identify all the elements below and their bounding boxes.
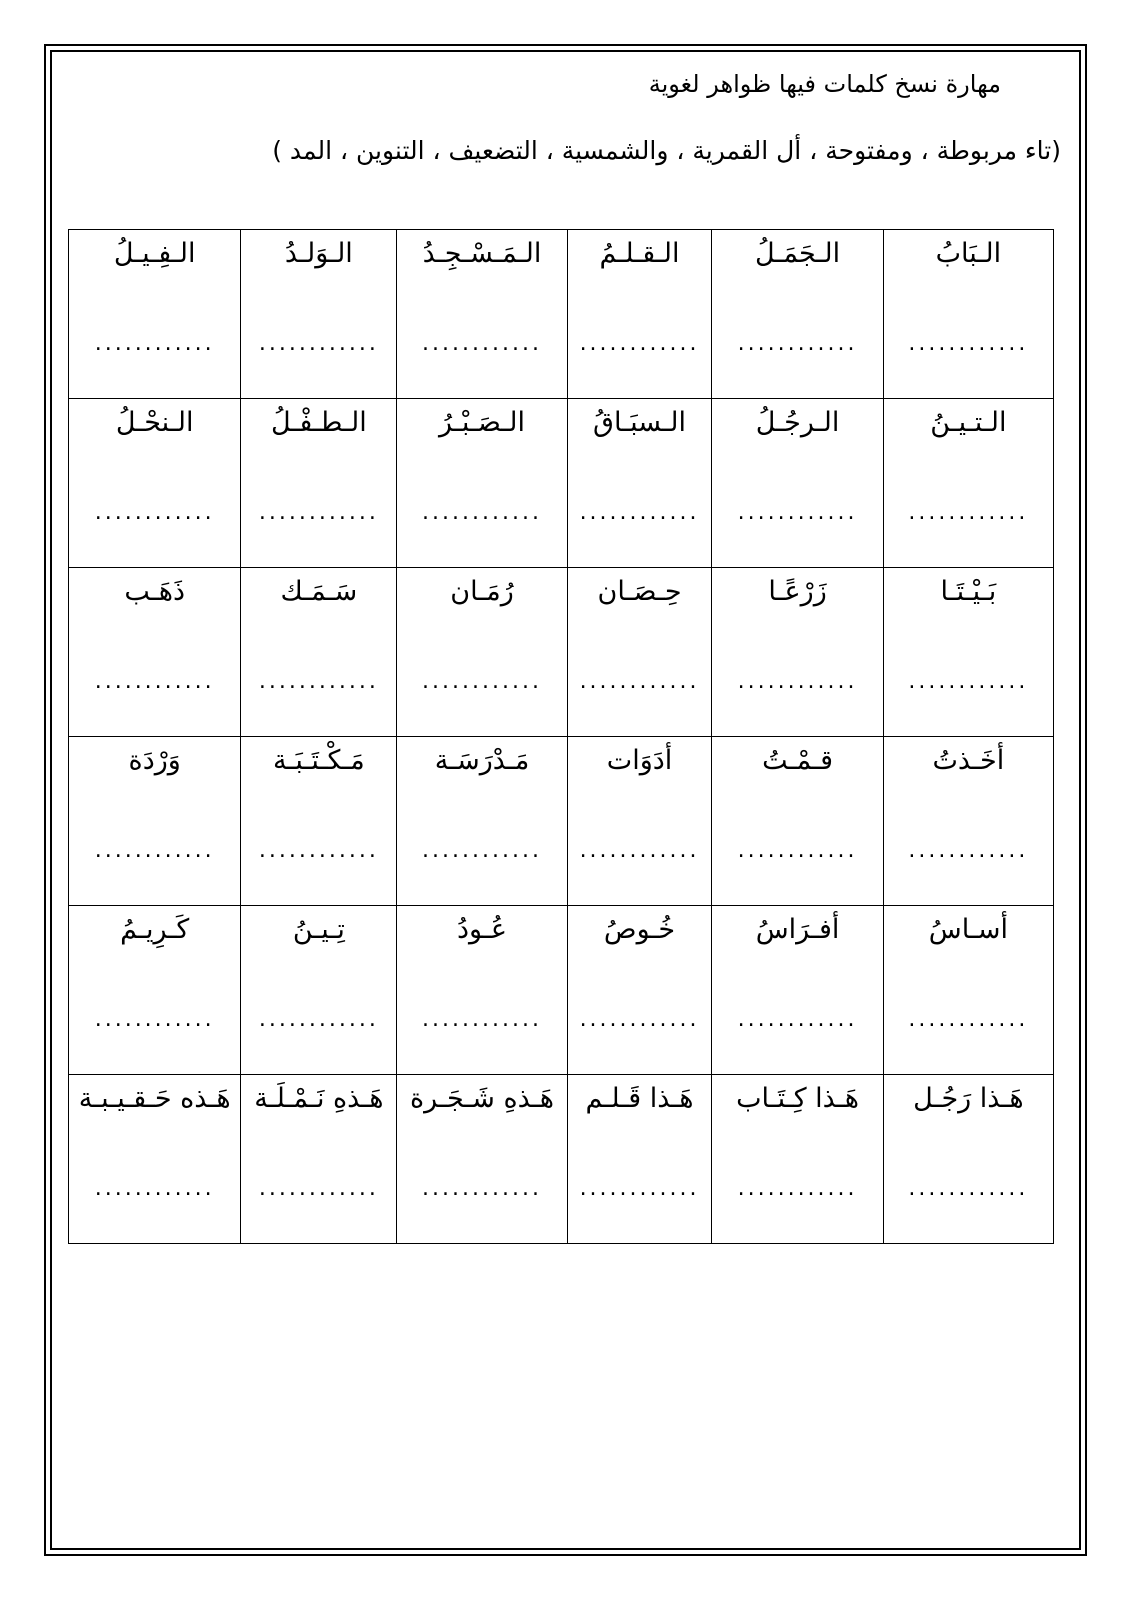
word-cell bbox=[712, 568, 883, 737]
table-row bbox=[69, 230, 1054, 399]
copy-line[interactable]: ............ bbox=[737, 1007, 858, 1032]
word-text: الـمَـسْـجِـدُ bbox=[422, 238, 542, 269]
copy-line[interactable]: ............ bbox=[737, 1176, 858, 1201]
word-text: مَـكْـتَـبَـة bbox=[272, 745, 365, 776]
copy-line[interactable]: ............ bbox=[94, 500, 215, 525]
word-text: الـقـلـمُ bbox=[599, 238, 680, 269]
word-text: الـرجُـلُ bbox=[755, 407, 840, 438]
word-text: الـبَابُ bbox=[935, 238, 1002, 269]
word-cell bbox=[397, 399, 567, 568]
worksheet-title: مهارة نسخ كلمات فيها ظواهر لغوية bbox=[648, 70, 1001, 98]
word-cell bbox=[883, 737, 1053, 906]
word-text: هَـذهِ نَـمْـلَـة bbox=[254, 1083, 384, 1114]
word-cell bbox=[567, 568, 712, 737]
copy-line[interactable]: ............ bbox=[737, 669, 858, 694]
copy-line[interactable]: ............ bbox=[94, 838, 215, 863]
word-text: تِـيـنُ bbox=[292, 914, 345, 945]
copy-line[interactable]: ............ bbox=[579, 669, 700, 694]
copy-line[interactable]: ............ bbox=[737, 331, 858, 356]
copy-line[interactable]: ............ bbox=[737, 500, 858, 525]
word-cell bbox=[241, 906, 397, 1075]
word-cell bbox=[567, 1075, 712, 1244]
word-cell bbox=[69, 1075, 241, 1244]
word-text: سَـمَـك bbox=[280, 576, 358, 607]
word-cell bbox=[883, 399, 1053, 568]
copy-line[interactable]: ............ bbox=[94, 331, 215, 356]
copy-line[interactable]: ............ bbox=[737, 838, 858, 863]
copy-line[interactable]: ............ bbox=[908, 1176, 1029, 1201]
word-cell bbox=[397, 906, 567, 1075]
word-text: كَـرِيـمُ bbox=[120, 914, 190, 945]
word-cell bbox=[712, 230, 883, 399]
word-cell bbox=[397, 568, 567, 737]
word-text: هَـذه حَـقـيـبـة bbox=[78, 1083, 231, 1114]
copy-line[interactable]: ............ bbox=[422, 331, 542, 356]
word-text: أدَوَات bbox=[606, 745, 673, 776]
word-cell bbox=[567, 906, 712, 1075]
table-row bbox=[69, 906, 1054, 1075]
word-cell bbox=[883, 230, 1053, 399]
word-text: زَرْعًـا bbox=[768, 576, 827, 607]
word-cell bbox=[69, 906, 241, 1075]
word-text: حِـصَـان bbox=[597, 576, 682, 607]
word-cell bbox=[883, 568, 1053, 737]
word-text: بَـيْـتَـا bbox=[940, 576, 997, 607]
word-cell bbox=[712, 737, 883, 906]
word-text: الـسبَـاقُ bbox=[593, 407, 687, 438]
copy-line[interactable]: ............ bbox=[579, 500, 700, 525]
word-text: رُمَـان bbox=[450, 576, 514, 607]
word-text: أسـاسُ bbox=[928, 914, 1008, 945]
copy-line[interactable]: ............ bbox=[579, 1176, 700, 1201]
word-text: الـصَـبْـرُ bbox=[439, 407, 525, 438]
word-cell bbox=[241, 737, 397, 906]
word-cell bbox=[712, 399, 883, 568]
words-table bbox=[68, 229, 1054, 1244]
word-cell bbox=[567, 399, 712, 568]
word-cell bbox=[567, 737, 712, 906]
word-text: الـنحْـلُ bbox=[115, 407, 194, 438]
copy-line[interactable]: ............ bbox=[94, 669, 215, 694]
copy-line[interactable]: ............ bbox=[258, 500, 379, 525]
copy-line[interactable]: ............ bbox=[579, 1007, 700, 1032]
word-cell bbox=[241, 230, 397, 399]
copy-line[interactable]: ............ bbox=[422, 669, 542, 694]
word-cell bbox=[397, 230, 567, 399]
word-cell bbox=[883, 1075, 1053, 1244]
table-row bbox=[69, 399, 1054, 568]
copy-line[interactable]: ............ bbox=[908, 331, 1029, 356]
copy-line[interactable]: ............ bbox=[258, 1176, 379, 1201]
word-text: هَـذا رَجُـل bbox=[913, 1083, 1024, 1114]
word-cell bbox=[883, 906, 1053, 1075]
copy-line[interactable]: ............ bbox=[422, 500, 542, 525]
word-cell bbox=[712, 1075, 883, 1244]
copy-line[interactable]: ............ bbox=[908, 1007, 1029, 1032]
word-text: الـطـفْـلُ bbox=[271, 407, 367, 438]
word-text: هَـذا قَـلـم bbox=[585, 1083, 694, 1114]
table-row bbox=[69, 737, 1054, 906]
word-text: قـمْـتُ bbox=[762, 745, 833, 776]
word-cell bbox=[241, 568, 397, 737]
copy-line[interactable]: ............ bbox=[579, 331, 700, 356]
table-row bbox=[69, 568, 1054, 737]
word-text: وَرْدَة bbox=[128, 745, 181, 776]
word-text: هَـذهِ شَـجَـرة bbox=[410, 1083, 554, 1114]
word-text: الـفِـيـلُ bbox=[113, 238, 196, 269]
copy-line[interactable]: ............ bbox=[579, 838, 700, 863]
copy-line[interactable]: ............ bbox=[908, 500, 1029, 525]
word-text: خُـوصُ bbox=[603, 914, 676, 945]
word-cell bbox=[69, 568, 241, 737]
word-text: الـوَلـدُ bbox=[284, 238, 353, 269]
word-text: أفـرَاسُ bbox=[755, 914, 840, 945]
word-cell bbox=[567, 230, 712, 399]
word-text: ذَهَـب bbox=[124, 576, 186, 607]
copy-line[interactable]: ............ bbox=[908, 838, 1029, 863]
table-row bbox=[69, 1075, 1054, 1244]
word-cell bbox=[397, 737, 567, 906]
copy-line[interactable]: ............ bbox=[94, 1007, 215, 1032]
worksheet-subtitle: (تاء مربوطة ، ومفتوحة ، أل القمرية ، والشمسية ، التضعيف ، التنوين ، المد ) bbox=[272, 136, 1061, 165]
word-cell bbox=[712, 906, 883, 1075]
word-text: أخَـذتُ bbox=[932, 745, 1005, 776]
word-cell bbox=[241, 1075, 397, 1244]
copy-line[interactable]: ............ bbox=[908, 669, 1029, 694]
word-cell bbox=[69, 230, 241, 399]
copy-line[interactable]: ............ bbox=[422, 838, 542, 863]
copy-line[interactable]: ............ bbox=[258, 1007, 379, 1032]
word-text: عُـودُ bbox=[457, 914, 507, 945]
copy-line[interactable]: ............ bbox=[258, 838, 379, 863]
copy-line[interactable]: ............ bbox=[258, 331, 379, 356]
copy-line[interactable]: ............ bbox=[258, 669, 379, 694]
copy-line[interactable]: ............ bbox=[94, 1176, 215, 1201]
word-cell bbox=[397, 1075, 567, 1244]
word-text: الـجَمَـلُ bbox=[755, 238, 841, 269]
copy-line[interactable]: ............ bbox=[422, 1007, 542, 1032]
word-cell bbox=[241, 399, 397, 568]
copy-line[interactable]: ............ bbox=[422, 1176, 542, 1201]
word-text: مَـدْرَسَـة bbox=[434, 745, 530, 776]
word-cell bbox=[69, 399, 241, 568]
word-cell bbox=[69, 737, 241, 906]
word-text: الـتـيـنُ bbox=[930, 407, 1007, 438]
word-text: هَـذا كِـتَـاب bbox=[736, 1083, 859, 1114]
